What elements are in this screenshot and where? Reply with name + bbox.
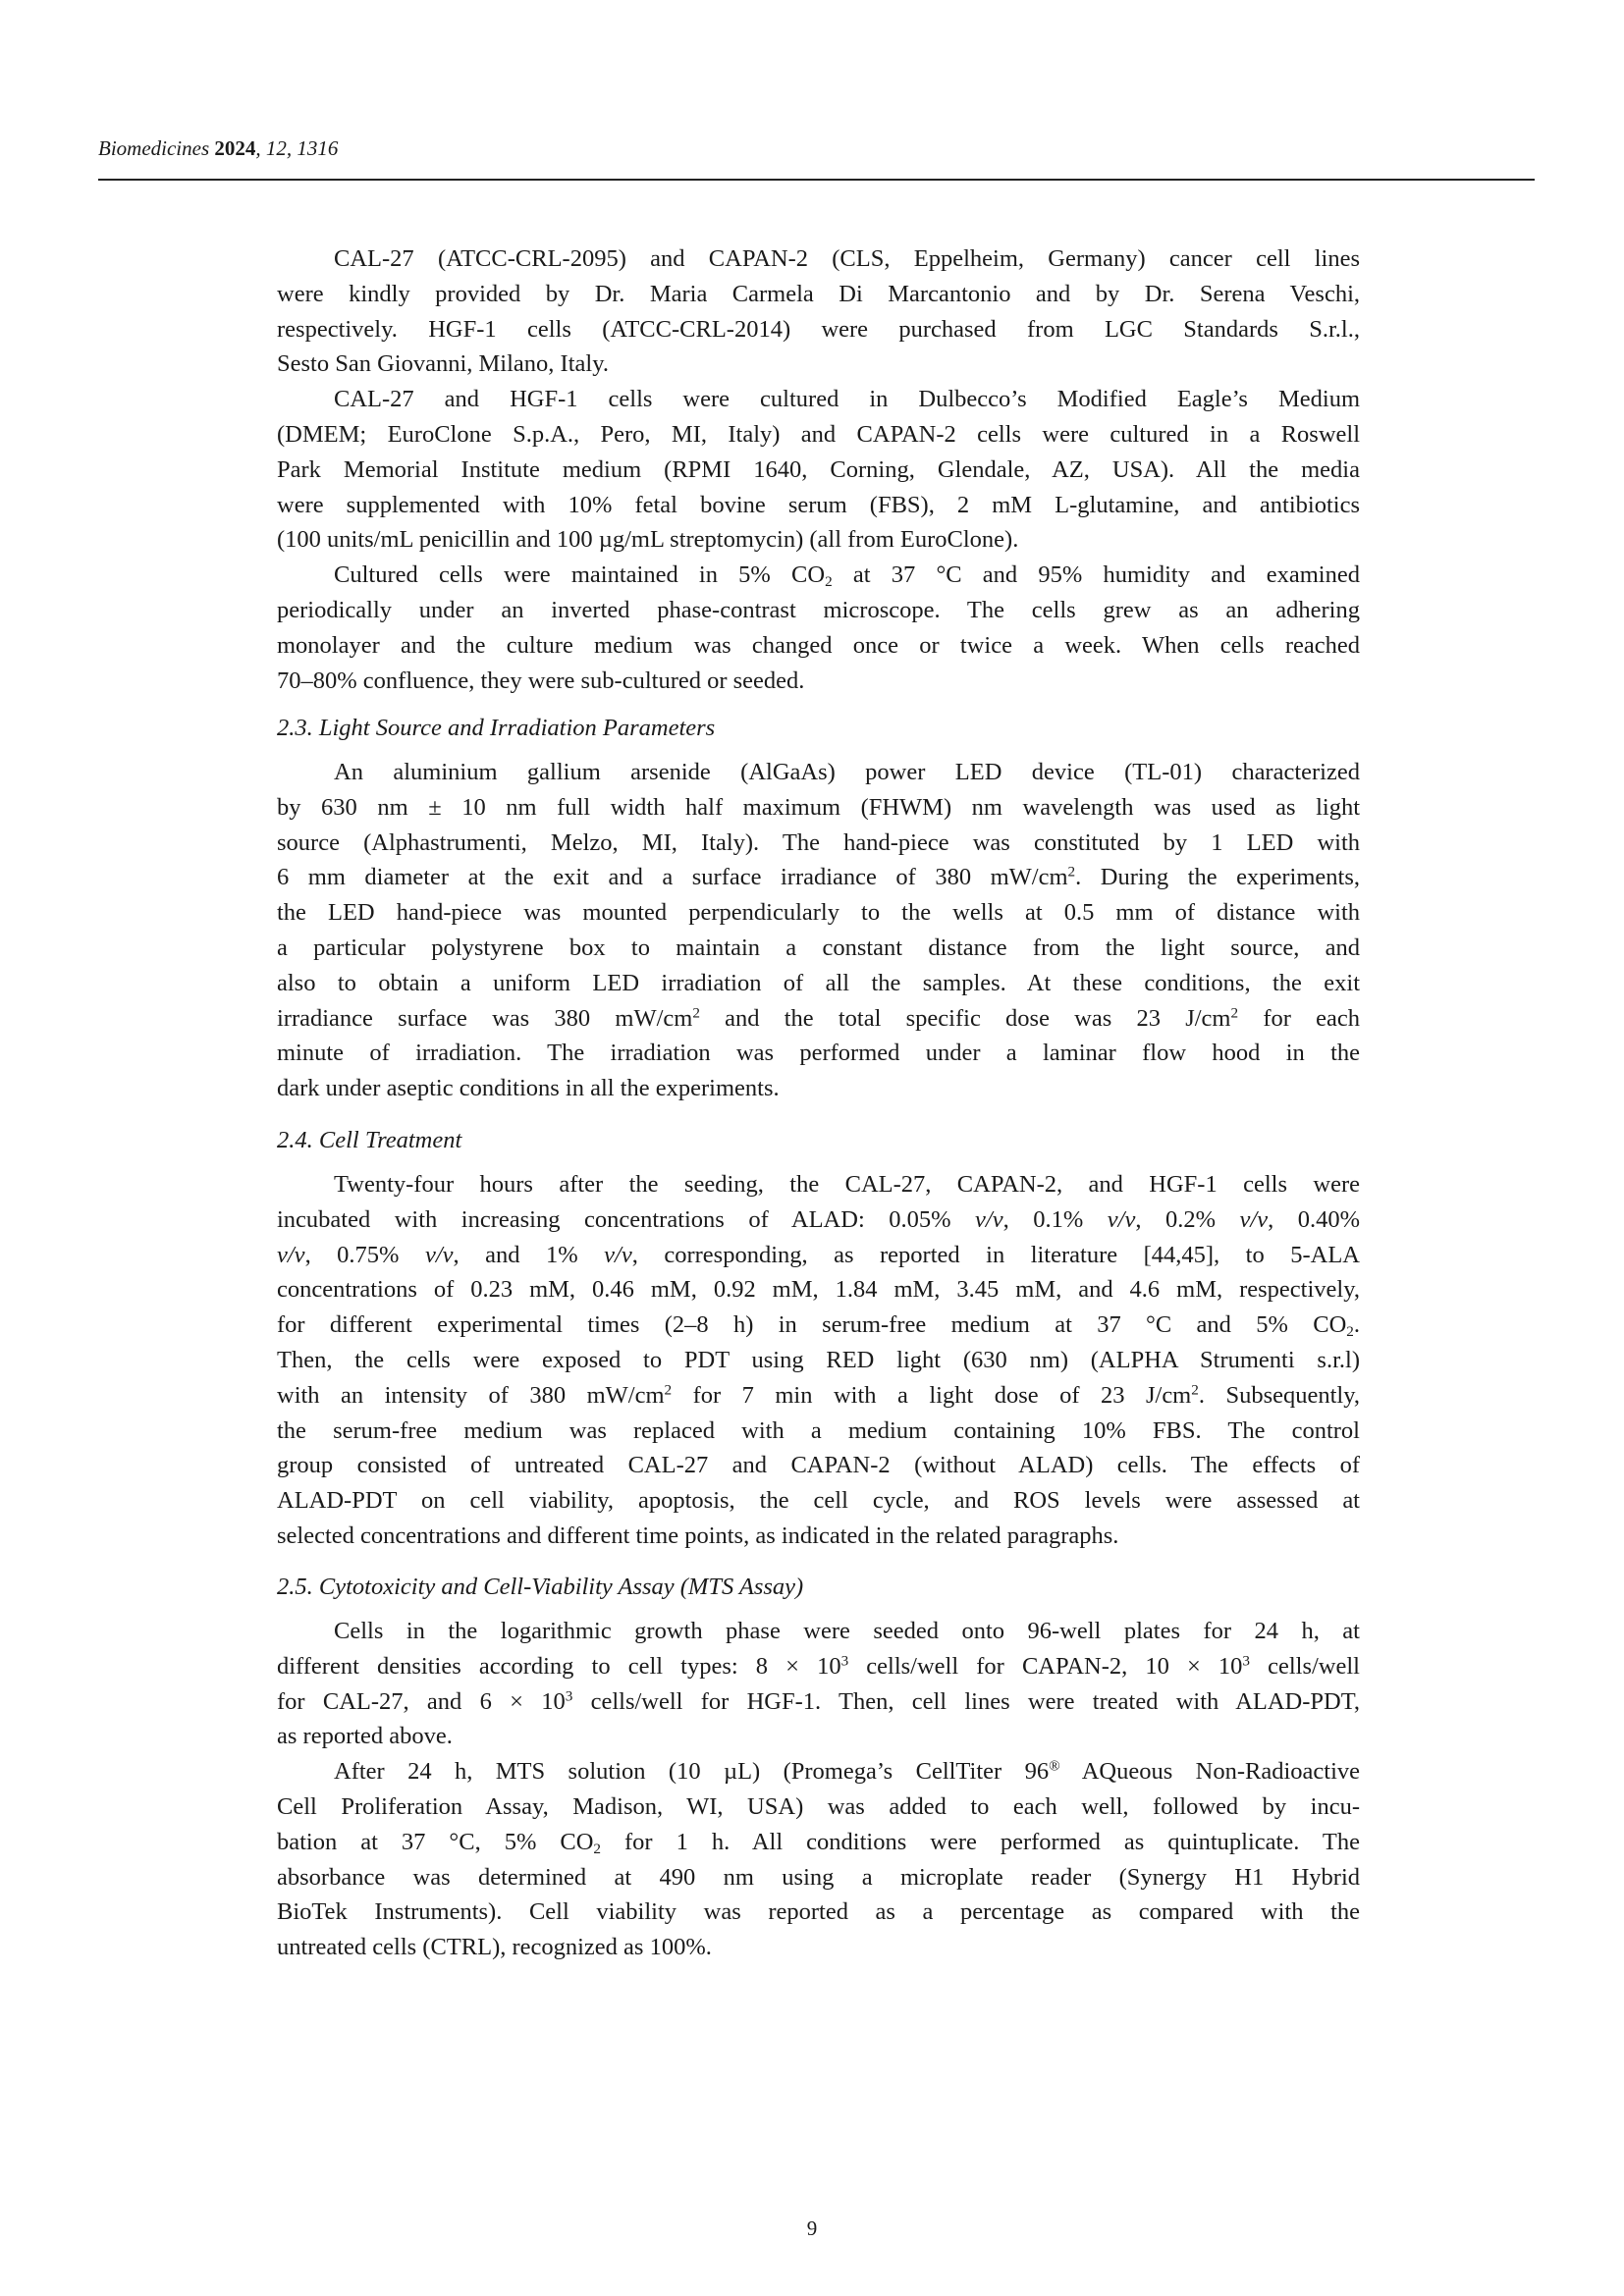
header-rule bbox=[98, 179, 1535, 181]
text-line: dark under aseptic conditions in all the experiments. bbox=[277, 1075, 780, 1102]
journal-year: 2024 bbox=[214, 136, 256, 160]
text-line: Cell Proliferation Assay, Madison, WI, USA) was added to each well, followed by incu- bbox=[277, 1792, 1360, 1820]
text-line: Cultured cells were maintained in 5% $CO_2$ at 37 °C and 95% humidity and examined bbox=[334, 561, 1360, 590]
text-line: by 630 nm ± 10 nm full width half maximum (FHWM) nm wavelength was used as light bbox=[277, 793, 1360, 821]
text-line: also to obtain a uniform LED irradiation of all the samples. At these conditions, the exit bbox=[277, 969, 1360, 996]
text-line: bation at 37 °C, 5% $CO_2$ for 1 h. All conditions were performed as quintuplicate. The bbox=[277, 1828, 1360, 1857]
page-number: 9 bbox=[806, 2216, 818, 2240]
text-line: the serum-free medium was replaced with a medium containing 10% FBS. The control bbox=[277, 1416, 1360, 1444]
text-line: (100 units/mL penicillin and 100 µg/mL streptomycin) (all from EuroClone). bbox=[277, 526, 1019, 554]
text-line: BioTek Instruments). Cell viability was reported as a percentage as compared with the bbox=[277, 1898, 1360, 1926]
text-line: untreated cells (CTRL), recognized as 100%. bbox=[277, 1934, 712, 1961]
text-line: Cells in the logarithmic growth phase were seeded onto 96-well plates for 24 h, at bbox=[334, 1618, 1360, 1644]
text-line: incubated with increasing concentrations of ALAD: 0.05% v/v, 0.1% v/v, 0.2% v/v, 0.40% bbox=[277, 1205, 1360, 1233]
text-line: Park Memorial Institute medium (RPMI 1640, Corning, Glendale, AZ, USA). All the media bbox=[277, 455, 1360, 483]
section-2-3-text bbox=[277, 755, 1360, 1106]
section-2-4-text bbox=[277, 1167, 1360, 1554]
section-2-5-text bbox=[277, 1614, 1360, 1965]
text-line: Twenty-four hours after the seeding, the CAL-27, CAPAN-2, and HGF-1 cells were bbox=[334, 1171, 1360, 1198]
text-line: v/v, 0.75% v/v, and 1% v/v, corresponding, as reported in literature [44,45], to 5-ALA bbox=[277, 1241, 1360, 1268]
text-line: absorbance was determined at 490 nm using a microplate reader (Synergy H1 Hybrid bbox=[277, 1863, 1360, 1891]
text-line: different densities according to cell types: $8 \times 10^3$ cells/well for CAPAN-2, $10 \times 10^3$ cells/well bbox=[277, 1652, 1360, 1680]
text-line: CAL-27 and HGF-1 cells were cultured in Dulbecco’s Modified Eagle’s Medium bbox=[334, 386, 1360, 413]
text-line: the LED hand-piece was mounted perpendicularly to the wells at 0.5 mm of distance with bbox=[277, 899, 1360, 927]
running-header bbox=[98, 136, 338, 160]
text-line: An aluminium gallium arsenide (AlGaAs) power LED device (TL-01) characterized bbox=[334, 759, 1360, 785]
text-line: After 24 h, MTS solution (10 µL) (Promega’s CellTiter 96® AQueous Non-Radioactive bbox=[334, 1757, 1360, 1786]
intro-text bbox=[277, 241, 1360, 698]
text-line: CAL-27 (ATCC-CRL-2095) and CAPAN-2 (CLS, Eppelheim, Germany) cancer cell lines bbox=[334, 245, 1360, 272]
text-line: selected concentrations and different time points, as indicated in the related paragraphs. bbox=[277, 1522, 1119, 1549]
section-heading-2-5: 2.5. Cytotoxicity and Cell-Viability Assay (MTS Assay) bbox=[277, 1574, 804, 1600]
journal-name: Biomedicines bbox=[98, 136, 210, 160]
text-line: monolayer and the culture medium was changed once or twice a week. When cells reached bbox=[277, 631, 1360, 659]
text-line: 6 mm diameter at the exit and a surface irradiance of 380 $mW/cm^2$. During the experiments, bbox=[277, 864, 1361, 891]
text-line: concentrations of 0.23 mM, 0.46 mM, 0.92 mM, 1.84 mM, 3.45 mM, and 4.6 mM, respectively, bbox=[277, 1276, 1360, 1304]
text-line: were supplemented with 10% fetal bovine serum (FBS), 2 mM L-glutamine, and antibiotics bbox=[277, 491, 1360, 518]
text-line: 70–80% confluence, they were sub-cultured or seeded. bbox=[277, 667, 805, 694]
text-line: for different experimental times (2–8 h) in serum-free medium at 37 °C and 5% $CO_2$. bbox=[277, 1311, 1360, 1340]
text-line: a particular polystyrene box to maintain a constant distance from the light source, and bbox=[277, 934, 1360, 961]
text-line: ALAD-PDT on cell viability, apoptosis, the cell cycle, and ROS levels were assessed at bbox=[277, 1487, 1360, 1515]
text-line: Then, the cells were exposed to PDT using RED light (630 nm) (ALPHA Strumenti s.r.l) bbox=[277, 1346, 1360, 1373]
text-line: minute of irradiation. The irradiation was performed under a laminar flow hood in the bbox=[277, 1040, 1360, 1067]
text-line: periodically under an inverted phase-contrast microscope. The cells grew as an adhering bbox=[277, 596, 1360, 623]
text-line: for CAL-27, and $6 \times 10^3$ cells/well for HGF-1. Then, cell lines were treated with ALAD-PDT, bbox=[277, 1687, 1360, 1715]
text-line: irradiance surface was 380 $mW/cm^2$ and the total specific dose was 23 $J/cm^2$ for each bbox=[277, 1004, 1360, 1032]
text-line: respectively. HGF-1 cells (ATCC-CRL-2014) were purchased from LGC Standards S.r.l., bbox=[277, 315, 1360, 343]
text-line: Sesto San Giovanni, Milano, Italy. bbox=[277, 350, 609, 378]
text-line: source (Alphastrumenti, Melzo, MI, Italy). The hand-piece was constituted by 1 LED with bbox=[277, 828, 1360, 856]
section-heading-2-3: 2.3. Light Source and Irradiation Parameters bbox=[277, 715, 716, 741]
text-line: group consisted of untreated CAL-27 and CAPAN-2 (without ALAD) cells. The effects of bbox=[277, 1452, 1360, 1479]
volume-article: , 12, 1316 bbox=[255, 136, 339, 160]
text-line: as reported above. bbox=[277, 1723, 453, 1750]
section-heading-2-4: 2.4. Cell Treatment bbox=[277, 1127, 462, 1153]
text-line: were kindly provided by Dr. Maria Carmela Di Marcantonio and by Dr. Serena Veschi, bbox=[277, 280, 1360, 307]
text-line: with an intensity of 380 $mW/cm^2$ for 7 min with a light dose of 23 $J/cm^2$. Subsequently, bbox=[277, 1381, 1360, 1409]
text-line: (DMEM; EuroClone S.p.A., Pero, MI, Italy) and CAPAN-2 cells were cultured in a Roswell bbox=[277, 420, 1360, 448]
